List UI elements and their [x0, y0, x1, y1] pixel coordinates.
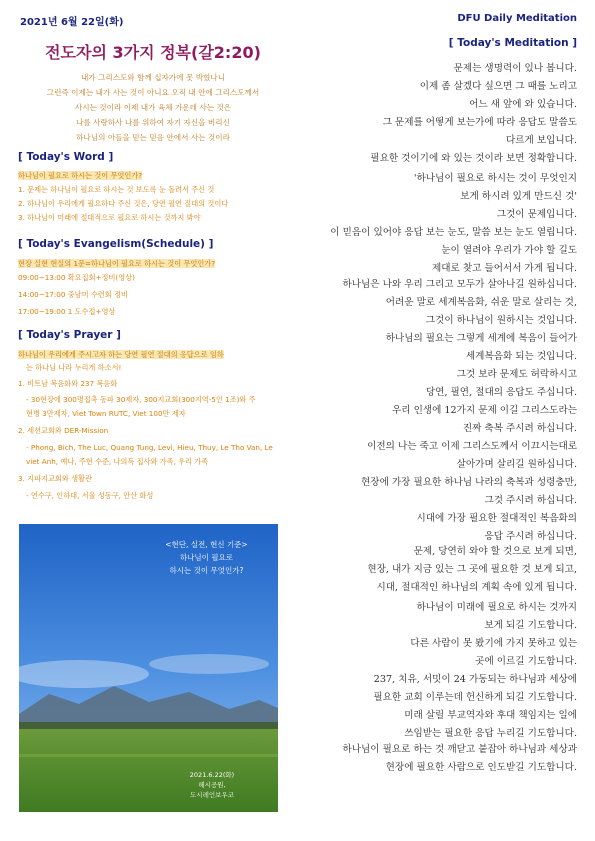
meditation-line: 하나님의 필요는 그렇게 세계에 복음이 들어가: [385, 333, 577, 344]
verse-line: 사시는 것이라 이제 내가 육체 가운데 사는 것은: [74, 103, 232, 112]
meditation-line: 하나님이 필요로 하는 것 깨닫고 붙잡아 하나님과 세상과: [342, 744, 577, 755]
meditation-line: 그 문제를 어떻게 보는가에 따라 응답도 말씀도: [382, 117, 577, 128]
evangelism-line: 14:00~17:00 중남미 수련회 정비: [18, 290, 128, 299]
evangelism-line: 17:00~19:00 1 도수접+영상: [18, 307, 116, 316]
meditation-line: 이 믿음이 있어야 응답 보는 눈도, 말씀 보는 눈도 열립니다.: [330, 227, 577, 238]
meditation-paragraph: [277, 170, 577, 278]
meditation-line: 다르게 보입니다.: [506, 135, 577, 146]
park-photo: [19, 524, 278, 812]
prayer-line: [18, 349, 280, 361]
prayer-line: 2. 세션교회와 DER-Mission: [18, 426, 109, 435]
photo-overlay-line: 하나님이 필요로: [179, 553, 234, 562]
meditation-line: 시대에 가장 필요한 절대적인 복음화의: [416, 513, 577, 524]
meditation-line: 다른 사람이 못 봤기에 가지 못하고 있는: [410, 638, 577, 649]
meditation-line: 우리 인생에 12가지 문제 이길 그리스도라는: [391, 405, 577, 416]
date-label: 2021년 6월 22일(화): [20, 17, 124, 28]
meditation-line: 당연, 필연, 절대의 응답도 주십니다.: [425, 387, 577, 398]
photo-overlay-text: [149, 538, 264, 577]
prayer-line: - 30현장에 300명접촉 동파 30제자, 300지교회(300지역-5인 1조)와 주: [26, 395, 256, 404]
word-line: 1. 문제는 하나님이 필요로 하시는 것 보도록 눈 돌려서 주신 것: [18, 185, 215, 194]
photo-overlay-line: 하시는 것이 무엇인가?: [169, 566, 244, 575]
meditation-line: 그것이 하나님이 원하시는 것입니다.: [425, 315, 577, 326]
meditation-line: 하나님이 미래에 필요로 하시는 것까지: [416, 602, 577, 613]
evangelism-line: [18, 258, 280, 270]
meditation-line: 필요한 것이기에 와 있는 것이라 보면 정확합니다.: [370, 153, 577, 164]
verse-line: 내가 그리스도와 함께 십자가에 못 박혔나니: [80, 73, 226, 82]
meditation-paragraph: [277, 402, 577, 546]
meditation-line: 현장, 내가 지금 있는 그 곳에 필요한 것 보게 되고,: [367, 564, 577, 575]
meditation-line: 237, 치유, 서밋이 24 가동되는 하나님과 세상에: [373, 674, 577, 685]
word-line: [18, 170, 280, 182]
prayer-line: viet Anh, 예나, 주현 수준, 나의득 집사와 가족, 우리 가족: [26, 457, 209, 466]
meditation-line: 보게 하시려 있게 만드신 것': [460, 191, 577, 202]
verse-line: 하나님의 아들을 믿는 믿음 안에서 사는 것이라: [76, 133, 230, 142]
prayer-line-text: 하나님이 우리에게 주시고자 하는 당연 필연 절대의 응답으로 임하: [18, 350, 224, 359]
page-title: 전도자의 3가지 정복(갈2:20): [45, 43, 261, 62]
verse-line: 그런즉 이제는 내가 사는 것이 아니요 오직 내 안에 그리스도께서: [46, 88, 260, 97]
meditation-line: 세계복음화 되는 것입니다.: [465, 351, 577, 362]
photo-caption-line: 해시공원,: [198, 781, 226, 789]
meditation-line: 하나님은 나와 우리 그리고 모두가 살아나길 원하십니다.: [342, 279, 577, 290]
meditation-paragraph: [277, 543, 577, 597]
meditation-line: 이제 좀 살겠다 싶으면 그 때를 노리고: [419, 81, 577, 92]
meditation-line: 미래 살릴 부교역자와 후대 책임지는 일에: [404, 710, 577, 721]
meditation-line: 보게 되길 기도합니다.: [484, 620, 577, 631]
meditation-line: 어려운 말로 세계복음화, 쉬운 말로 살리는 것,: [385, 297, 577, 308]
meditation-line: 그것 보라 문제도 허락하시고: [456, 369, 577, 380]
photo-caption-line: 2021.6.22(화): [189, 771, 235, 779]
meditation-line: 진짜 축복 주시려 하십니다.: [462, 423, 577, 434]
word-line: 3. 하나님이 미래에 절대적으로 필요로 하시는 것까지 봐야: [18, 213, 201, 222]
evangelism-line-text: 현장 실현 현실의 1문=하나님이 필요로 하시는 것이 무엇인가?: [18, 259, 216, 268]
word-heading: [ Today's Word ]: [18, 151, 114, 163]
meditation-line: 그것이 문제입니다.: [496, 209, 577, 220]
photo-overlay-line: <현단, 실전, 현신 기준>: [165, 540, 248, 549]
meditation-line: 응답 주시려 하십니다.: [484, 531, 577, 542]
meditation-line: 문제, 당연히 와야 할 것으로 보게 되면,: [413, 546, 577, 557]
verse-line: 나를 사랑하사 나를 위하여 자기 자신을 버리신: [76, 118, 230, 127]
prayer-line: - 연수구, 인하대, 서울 성동구, 안산 화성: [26, 491, 154, 500]
meditation-line: 이전의 나는 죽고 이제 그리스도께서 이끄시는대로: [367, 441, 577, 452]
meditation-heading: [ Today's Meditation ]: [448, 37, 577, 49]
prayer-heading: [ Today's Prayer ]: [18, 329, 121, 341]
meditation-paragraph: [277, 599, 577, 743]
prayer-line: 3. 지파지교회와 생활관: [18, 474, 92, 483]
meditation-line: 쓰임받는 필요한 응답 누리길 기도합니다.: [404, 728, 577, 739]
meditation-line: '하나님이 필요로 하시는 것이 무엇인지: [413, 173, 577, 184]
word-line-text: 하나님이 필요로 하시는 것이 무엇인가?: [18, 171, 143, 180]
meditation-paragraph: [277, 276, 577, 402]
prayer-line: 는 하나님 나라 누리게 하소서!: [26, 363, 122, 372]
meditation-paragraph: [277, 60, 577, 168]
evangelism-heading: [ Today's Evangelism(Schedule) ]: [18, 238, 214, 250]
bible-verse: [18, 70, 288, 145]
meditation-line: 제대로 찾고 들어서서 가게 됩니다.: [432, 263, 577, 274]
brand-label: DFU Daily Meditation: [457, 13, 577, 24]
meditation-line: 곳에 이르길 기도합니다.: [475, 656, 577, 667]
prayer-line: - Phong, Bich, The Luc, Quang Tung, Levi, Hieu, Thuy, Le Tho Van, Le: [26, 443, 273, 452]
meditation-line: 그것 주시려 하십니다.: [484, 495, 577, 506]
meditation-paragraph: [277, 741, 577, 777]
meditation-line: 시대, 절대적인 하나님의 계획 속에 있게 됩니다.: [376, 582, 577, 593]
meditation-line: 문제는 생명력이 있나 봅니다.: [453, 63, 577, 74]
meditation-line: 필요한 교회 이루는데 헌신하게 되길 기도합니다.: [373, 692, 577, 703]
meditation-line: 현장에 가장 필요한 하나님 나라의 축복과 성령충만,: [361, 477, 577, 488]
meditation-line: 눈이 열려야 우리가 가야 할 길도: [441, 245, 577, 256]
photo-caption: [172, 770, 252, 800]
meditation-line: 현장에 필요한 사람으로 인도받길 기도합니다.: [385, 762, 577, 773]
photo-caption-line: 도시레인보우코: [190, 791, 234, 799]
word-line: 2. 하나님이 우리에게 필요하다 주신 것은, 당연 필연 절대의 것이다: [18, 199, 229, 208]
prayer-line: 현병 3만제자, Viet Town RUTC, Viet 100만 제자: [26, 409, 186, 418]
meditation-line: 어느 새 앞에 와 있습니다.: [469, 99, 577, 110]
evangelism-line: 09:00~13:00 확요집회+정비(영상): [18, 273, 135, 282]
prayer-line: 1. 비트남 복음화와 237 복음화: [18, 379, 118, 388]
meditation-line: 살아가며 살리길 원하십니다.: [456, 459, 577, 470]
